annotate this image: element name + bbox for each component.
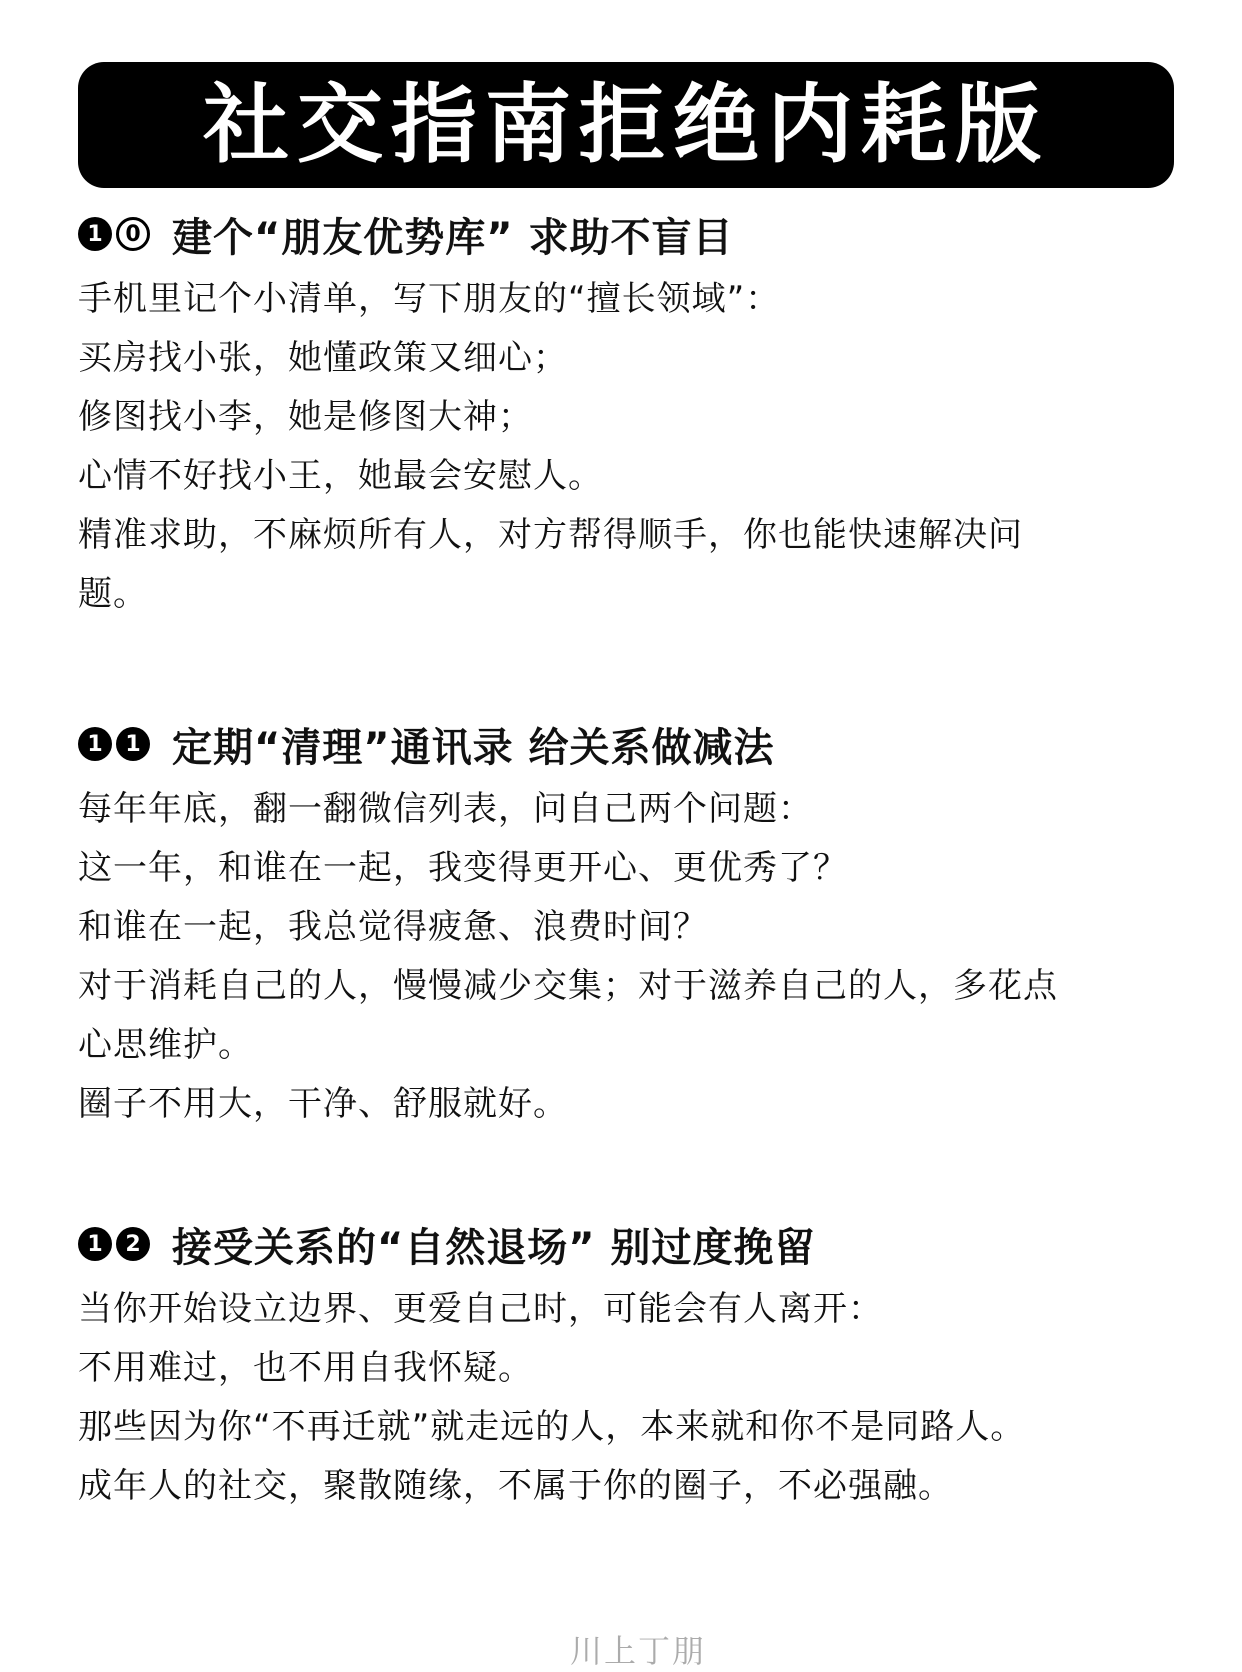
body-line: 那些因为你“不再迁就”就走远的人，本来就和你不是同路人。	[78, 1407, 1026, 1447]
section-number	[78, 217, 154, 251]
body-line: 每年年底，翻一翻微信列表，问自己两个问题：	[78, 789, 813, 829]
section-body	[78, 270, 1188, 624]
section-11	[78, 714, 1188, 1134]
body-line: 对于消耗自己的人，慢慢减少交集；对于滋养自己的人，多花点	[78, 966, 1058, 1006]
body-line: 心思维护。	[78, 1025, 253, 1065]
number-badge-icon: 1	[78, 1227, 112, 1261]
section-body	[78, 1280, 1188, 1516]
body-line: 题。	[78, 574, 148, 614]
section-heading	[78, 204, 1188, 264]
body-line: 不用难过，也不用自我怀疑。	[78, 1348, 533, 1388]
watermark: 川上丁朋	[570, 1632, 707, 1670]
body-line: 和谁在一起，我总觉得疲惫、浪费时间？	[78, 907, 708, 947]
section-heading	[78, 714, 1188, 774]
section-number	[78, 1227, 154, 1261]
title-banner	[78, 62, 1174, 188]
body-line: 修图找小李，她是修图大神；	[78, 397, 533, 437]
number-badge-icon: 1	[116, 727, 150, 761]
number-badge-icon: 1	[78, 217, 112, 251]
body-line: 这一年，和谁在一起，我变得更开心、更优秀了？	[78, 848, 848, 888]
section-10	[78, 204, 1188, 624]
section-12	[78, 1214, 1188, 1516]
section-heading-text: 接受关系的“自然退场” 别过度挽留	[172, 1224, 816, 1271]
body-line: 圈子不用大，干净、舒服就好。	[78, 1084, 568, 1124]
section-body	[78, 780, 1188, 1134]
page-title: 社交指南拒绝内耗版	[203, 75, 1049, 175]
body-line: 买房找小张，她懂政策又细心；	[78, 338, 568, 378]
body-line: 当你开始设立边界、更爱自己时，可能会有人离开：	[78, 1289, 883, 1329]
number-badge-icon: 2	[116, 1227, 150, 1261]
body-line: 成年人的社交，聚散随缘，不属于你的圈子，不必强融。	[78, 1466, 953, 1506]
section-number	[78, 727, 154, 761]
body-line: 手机里记个小清单，写下朋友的“擅长领域”：	[78, 279, 781, 319]
section-heading-text: 定期“清理”通讯录 给关系做减法	[172, 724, 775, 771]
body-line: 精准求助，不麻烦所有人，对方帮得顺手，你也能快速解决问	[78, 515, 1023, 555]
section-heading	[78, 1214, 1188, 1274]
number-badge-icon: 1	[78, 727, 112, 761]
body-line: 心情不好找小王，她最会安慰人。	[78, 456, 603, 496]
number-badge-icon: 0	[116, 217, 150, 251]
section-heading-text: 建个“朋友优势库” 求助不盲目	[172, 214, 734, 261]
